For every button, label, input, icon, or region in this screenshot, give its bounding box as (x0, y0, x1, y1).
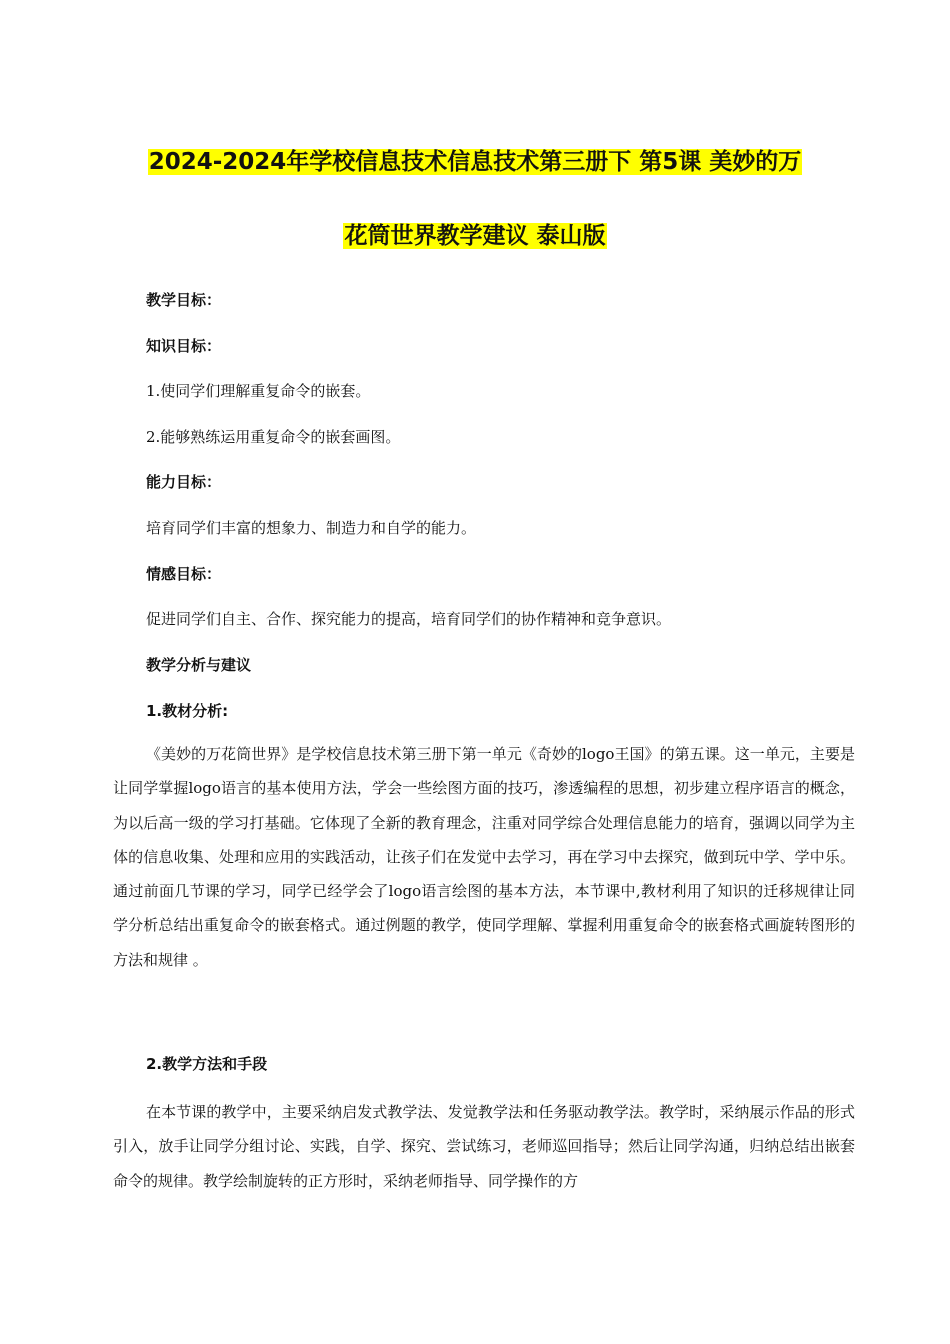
teaching-method-heading: 2.教学方法和手段 (146, 1055, 268, 1073)
ability-goals-text: 培育同学们丰富的想象力、制造力和自学的能力。 (146, 519, 477, 537)
material-analysis-paragraph: 《美妙的万花筒世界》是学校信息技术第三册下第一单元《奇妙的logo王国》的第五课。这一单元，主要是让同学掌握logo语言的基本使用方法，学会一些绘图方面的技巧，渗透编程的思想，初步建立程序语言的概念，为以后高一级的学习打基础。它体现了全新的教育理念，注重对同学综合处理信息能力的培育，强调以同学为主体的信息收集、处理和应用的实践活动，让孩子们在发觉中去学习，再在学习中去探究，做到玩中学、学中乐。通过前面几节课的学习，同学已经学会了logo语言绘图的基本方法，本节课中,教材利用了知识的迁移规律让同学分析总结出重复命令的嵌套格式。通过例题的教学，使同学理解、掌握利用重复命令的嵌套格式画旋转图形的方法和规律 。 (113, 745, 855, 969)
knowledge-goals-heading: 知识目标： (146, 337, 222, 355)
teaching-method-paragraph: 在本节课的教学中，主要采纳启发式教学法、发觉教学法和任务驱动教学法。教学时，采纳展示作品的形式引入，放手让同学分组讨论、实践，自学、探究、尝试练习，老师巡回指导；然后让同学沟通，归纳总结出嵌套命令的规律。教学绘制旋转的正方形时，采纳老师指导、同学操作的方 (113, 1103, 855, 1190)
material-analysis-heading: 1.教材分析: (146, 702, 229, 720)
emotion-goals-heading: 情感目标： (146, 565, 222, 583)
ability-goals-heading: 能力目标： (146, 473, 222, 491)
document-title-line-1: 2024-2024年学校信息技术信息技术第三册下 第5课 美妙的万 (148, 149, 802, 175)
knowledge-item-1: 1.使同学们理解重复命令的嵌套。 (146, 382, 371, 400)
document-title-line-2: 花筒世界教学建议 泰山版 (344, 223, 606, 249)
analysis-heading: 教学分析与建议 (146, 656, 252, 674)
teaching-goals-heading: 教学目标： (146, 291, 222, 309)
knowledge-item-2: 2.能够熟练运用重复命令的嵌套画图。 (146, 428, 401, 446)
emotion-goals-text: 促进同学们自主、合作、探究能力的提高，培育同学们的协作精神和竞争意识。 (146, 610, 672, 628)
